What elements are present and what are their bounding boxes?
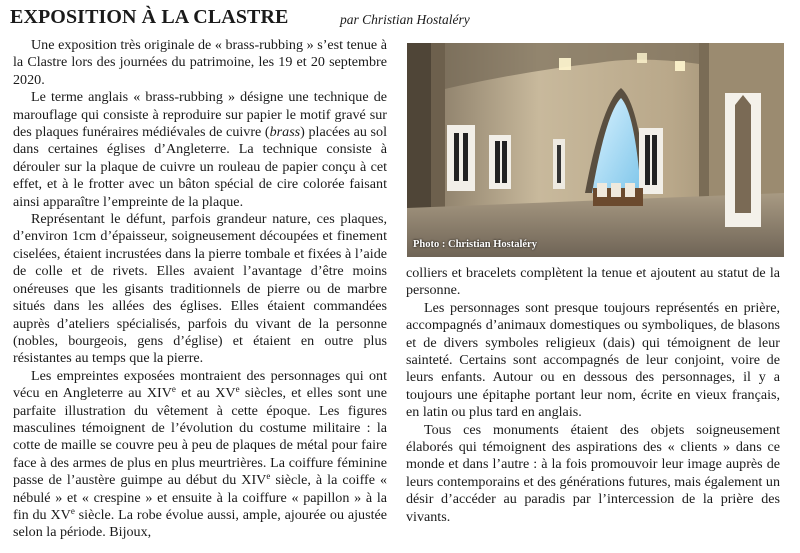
paragraph-costume xyxy=(13,368,387,542)
paragraph-continuation: colliers et bracelets complètent la tenue et ajoutent au statut de la personne. xyxy=(406,265,780,299)
superscript: e xyxy=(171,384,176,395)
photo-caption: Photo : Christian Hostaléry xyxy=(413,239,537,250)
paragraph-text: siècle, à la coiffe « nébulé » et « crespine » et ensuite à la coiffure « papillon » à la fin du XV xyxy=(13,472,387,523)
paragraph-text: ) placées au sol dans certaines églises d’Angleterre. La technique consiste à dérouler sur la plaque de cuivre un rouleau de papier conçu à cet effet, et à le frotter avec un bâton spécial de cire colorée faisant ainsi apparaître l’empreinte de la plaque. xyxy=(13,124,387,210)
superscript: e xyxy=(70,505,75,516)
chapel-interior-image xyxy=(407,43,784,257)
paragraph-plaques: Représentant le défunt, parfois grandeur nature, ces plaques, d’environ 1cm d’épaisseur, soigneusement découpées et finement ciselées, étaient incrustées dans la pierre tombale et fixées à l’aide de colle et de rivets. Elles avaient l’avantage d’être moins onéreuses que les gisants traditionnels de pierre ou de marbre situés dans les allées des églises. Elles étaient commandées auprès d’ateliers spécialisés, parfois du vivant de la personne (nobles, bourgeois, gens d’église) et étaient en outre plus résistantes au temps que la pierre. xyxy=(13,211,387,367)
superscript: e xyxy=(266,471,271,482)
brass-italic-term: brass xyxy=(269,124,301,141)
paragraph-conclusion: Tous ces monuments étaient des objets soigneusement élaborés qui témoignent des aspirations des « clients » dans ce monde et dans l’autre : à la fois promouvoir leur image auprès de leurs contemporains et des générations futures, mais également un désir d’accéder au paradis par l’intercession de la prière des vivants. xyxy=(406,421,780,525)
superscript: e xyxy=(235,384,240,395)
paragraph-text: siècle. La robe évolue aussi, ample, ajourée ou ajustée selon la période. Bijoux, xyxy=(13,506,387,541)
paragraph-definition xyxy=(13,89,387,211)
paragraph-text: siècles, et elles sont une parfaite illustration du vêtement à cette époque. Les figures masculines témoignent de l’évolution du costume militaire : la cotte de maille se couvre peu à peu de plaques de métal pour faire face à des armes de plus en plus meurtrières. La coiffure féminine passe de l’austère guimpe au début du XIV xyxy=(13,385,387,489)
article-header xyxy=(10,6,790,34)
exhibition-photo xyxy=(407,43,784,257)
article-byline: par Christian Hostaléry xyxy=(340,12,470,27)
paragraph-text: Les empreintes exposées montraient des personnages qui ont vécu en Angleterre au XIV xyxy=(13,367,387,402)
left-column xyxy=(13,37,387,542)
paragraph-text: et au XV xyxy=(175,385,236,402)
paragraph-prayer: Les personnages sont presque toujours représentés en prière, accompagnés d’animaux domestiques ou symboliques, de blasons et de divers symboles religieux (dais) qui témoignent de leur sainteté. Certains sont accompagnés de leur conjoint, voire de leurs enfants. Autour ou en dessous des personnages, il y a toujours une épitaphe portant leur nom, écrite en vieux français, en latin ou plus tard en anglais. xyxy=(406,299,780,421)
right-column xyxy=(406,265,780,526)
paragraph-intro: Une exposition très originale de « brass-rubbing » s’est tenue à la Clastre lors des journées du patrimoine, les 19 et 20 septembre 2020. xyxy=(13,37,387,88)
article-title: EXPOSITION À LA CLASTRE xyxy=(10,6,289,28)
paragraph-text: Le terme anglais « brass-rubbing » désigne une technique de marouflage qui consiste à reproduire sur papier le motif gravé sur des plaques funéraires médiévales de cuivre ( xyxy=(13,89,387,141)
